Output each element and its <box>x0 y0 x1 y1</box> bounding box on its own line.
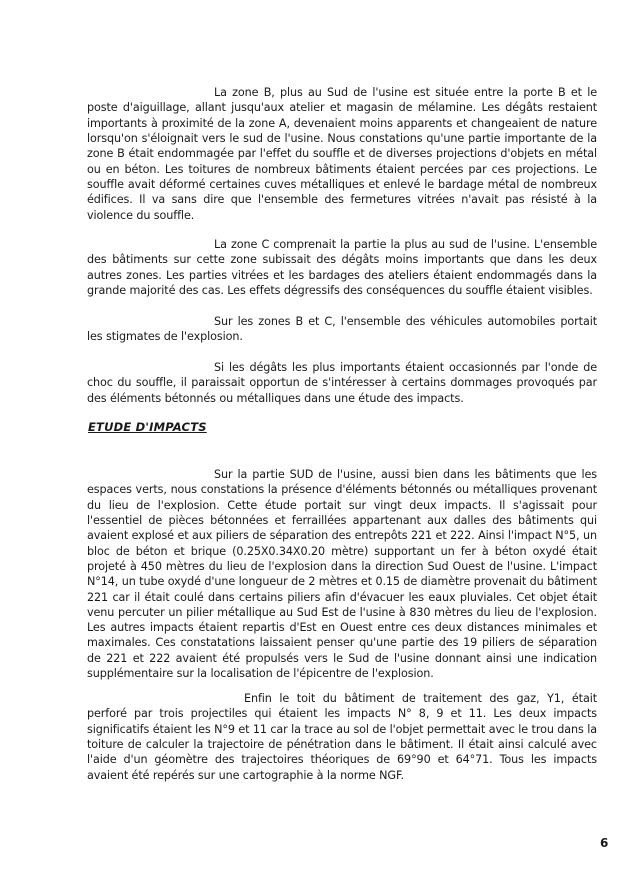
paragraph-zone-b: La zone B, plus au Sud de l'usine est située entre la porte B et le poste d'aiguillage, allant jusqu'aux atelier et magasin de mélamine. Les dégâts restaient importants à proximité de la zone A, devenaient moins apparents et changeaient de nature lorsqu'on s'éloignait vers le sud de l'usine. Nous constations qu'une partie importante de la zone B était endommagée par l'effet du souffle et de diverses projections d'objets en métal ou en béton. Les toitures de nombreux bâtiments étaient percées par ces projections. Le souffle avait déformé certaines cuves métalliques et enlevé le bardage métal de nombreux édifices. Il va sans dire que l'ensemble des fermetures vitrées n'avait pas résisté à la violence du souffle. <box>87 86 597 222</box>
paragraph-shockwave: Si les dégâts les plus importants étaient occasionnés par l'onde de choc du souffle, il paraissait opportun de s'intéresser à certains dommages provoqués par des éléments bétonnés ou métalliques dans une étude des impacts. <box>87 361 597 405</box>
section-heading-etude-impacts: ETUDE D'IMPACTS <box>88 420 207 434</box>
paragraph-zone-c: La zone C comprenait la partie la plus au sud de l'usine. L'ensemble des bâtiments sur cette zone subissait des dégâts moins importants que dans les deux autres zones. Les parties vitrées et les bardages des ateliers étaient endommagés dans la grande majorité des cas. Les effets dégressifs des conséquences du souffle étaient visibles. <box>87 238 597 298</box>
paragraph-impacts-south: Sur la partie SUD de l'usine, aussi bien dans les bâtiments que les espaces verts, nous constations la présence d'éléments bétonnés ou métalliques provenant du lieu de l'explosion. Cette étude portait sur vingt deux impacts. Il s'agissait pour l'essentiel de pièces bétonnées et ferraillées appartenant aux dalles des bâtiments qui avaient explosé et aux piliers de séparation des entrepôts 221 et 222. Ainsi l'impact N°5, un bloc de béton et brique (0.25X0.34X0.20 mètre) supportant un fer à béton oxydé était projeté à 450 mètres du lieu de l'explosion dans la direction Sud Ouest de l'usine. L'impact N°14, un tube oxydé d'une longueur de 2 mètres et 0.15 de diamètre provenait du bâtiment 221 car il était coulé dans certains piliers afin d'évacuer les eaux pluviales. Cet objet était venu percuter un pilier métallique au Sud Est de l'usine à 830 mètres du lieu de l'explosion. Les autres impacts étaient repartis d'Est en Ouest entre ces deux distances minimales et maximales. Ces constatations laissaient penser qu'une partie des 19 piliers de séparation de 221 et 222 avaient été propulsés vers le Sud de l'usine donnant ainsi une indication supplémentaire sur la localisation de l'épicentre de l'explosion. <box>87 468 597 681</box>
paragraph-impacts-roof: Enfin le toit du bâtiment de traitement des gaz, Y1, était perforé par trois projectiles qui étaient les impacts N° 8, 9 et 11. Les deux impacts significatifs étaient les N°9 et 11 car la trace au sol de l'objet permettait avec le trou dans la toiture de calculer la trajectoire de pénétration dans le bâtiment. Il était ainsi calculé avec l'aide d'un géomètre des trajectoires théoriques de 69°90 et 64°71. Tous les impacts avaient été repérés sur une cartographie à la norme NGF. <box>87 692 597 782</box>
paragraph-vehicles: Sur les zones B et C, l'ensemble des véhicules automobiles portait les stigmates de l'explosion. <box>87 315 597 344</box>
page-number: 6 <box>600 836 609 850</box>
